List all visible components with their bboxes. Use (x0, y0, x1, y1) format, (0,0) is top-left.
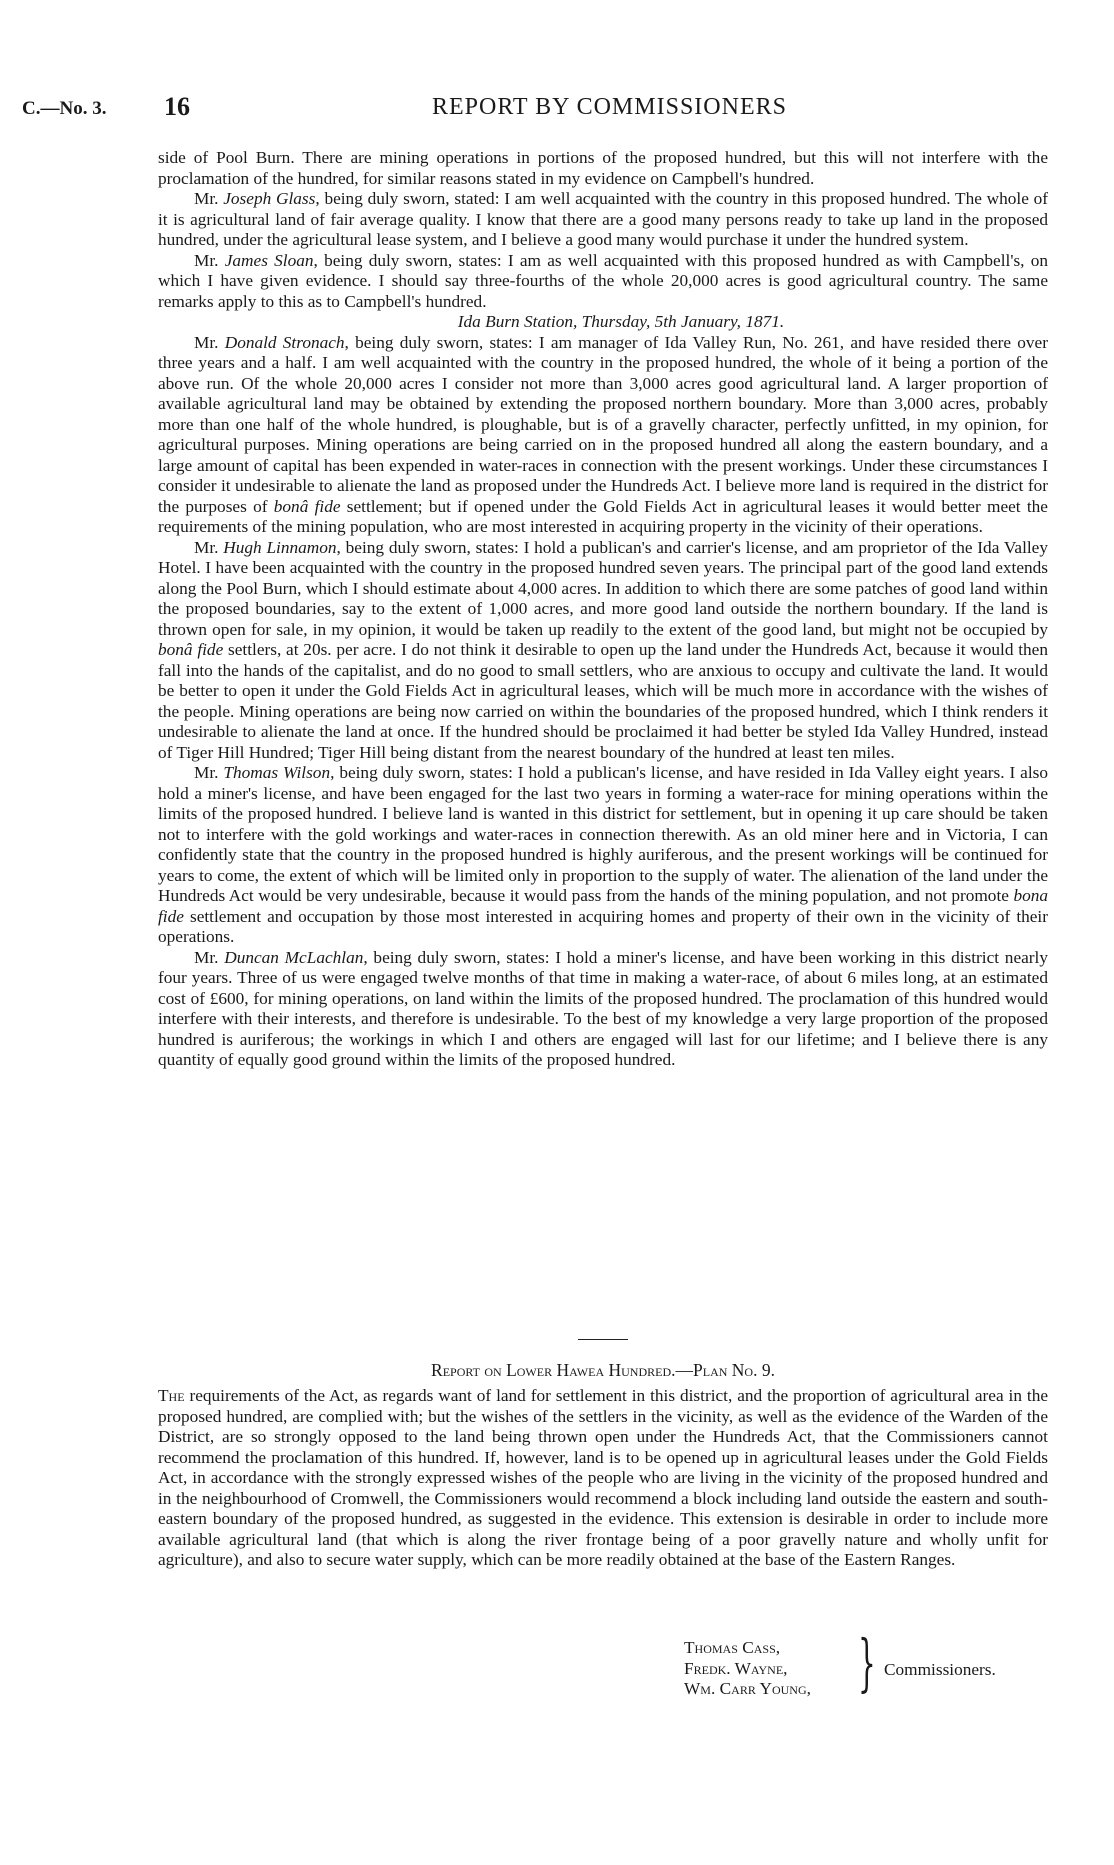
signatory-list (684, 1638, 811, 1700)
dateline: Ida Burn Station, Thursday, 5th January, 1871. (457, 312, 785, 331)
evidence-section (158, 148, 1048, 1071)
evidence-paragraph: Mr. James Sloan, being duly sworn, states: I am as well acquainted with this proposed hundred as with Campbell's, on which I have given evidence. I should say three-fourths of the whole 20,000 acres is good agricultural country. The same remarks apply to this as to Campbell's hundred. (158, 250, 1049, 311)
signatory-name: Thomas Cass, (684, 1638, 781, 1657)
signature-block (684, 1626, 996, 1700)
witness-name: Donald Stronach (224, 332, 345, 352)
evidence-paragraph: side of Pool Burn. There are mining operations in portions of the proposed hundred, but this will not interfere with the proclamation of the hundred, for similar reasons stated in my evidence on Campbell's hundred. (158, 148, 1048, 188)
page-number: 16 (164, 92, 190, 121)
witness-name: Hugh Linnamon (223, 537, 337, 557)
document-code: C.—No. 3. (22, 98, 107, 119)
witness-name: Thomas Wilson (223, 763, 331, 782)
witness-name: Duncan McLachlan (224, 947, 364, 967)
running-title: REPORT BY COMMISSIONERS (432, 94, 787, 120)
evidence-paragraph: Mr. Duncan McLachlan, being duly sworn, states: I hold a miner's license, and have been working in this district nearly four years. Three of us were engaged twelve months of that time in making a water-race, of about 6 miles long, at an estimated cost of £600, for mining operations, on land within the limits of the proposed hundred. The proclamation of this hundred would interfere with their interests, and therefore is undesirable. To the best of my knowledge a very large proportion of the proposed hundred is auriferous; the workings in which I and others are engaged will last for our lifetime; and I believe there is any quantity of equally good ground within the limits of the proposed hundred. (158, 947, 1048, 1069)
brace-icon: } (858, 1626, 876, 1699)
report-paragraph: The requirements of the Act, as regards want of land for settlement in this district, and the proportion of agricultural area in the proposed hundred, are complied with; but the wishes of the settlers in the vicinity, as well as the evidence of the Warden of the District, are so strongly opposed to the land being thrown open under the Hundreds Act, that the Commissioners cannot recommend the proclamation of this hundred. If, however, land is to be opened up in agricultural leases under the Gold Fields Act, in accordance with the strongly expressed wishes of the people who are living in the vicinity of the proposed hundred and in the neighbourhood of Cromwell, the Commissioners would recommend a block including land outside the eastern and south-eastern boundary of the proposed hundred, as suggested in the evidence. This extension is desirable in order to include more available agricultural land (that which is along the river frontage being of a poor gravelly nature and wholly unfit for agriculture), and also to secure water supply, which can be more readily obtained at the base of the Eastern Ranges. (158, 1386, 1048, 1569)
signatory-role: Commissioners. (884, 1660, 996, 1679)
witness-name: James Sloan (224, 250, 314, 270)
evidence-paragraph: Mr. Thomas Wilson, being duly sworn, states: I hold a publican's license, and have resided in Ida Valley eight years. I also hold a miner's license, and have been engaged for the last two years in forming a water-race for mining operations within the limits of the proposed hundred. I believe land is wanted in this district for settlement, but in opening it up care should be taken not to interfere with the gold workings and water-races in connection therewith. As an old miner here and in Victoria, I can confidently state that the country in the proposed hundred is highly auriferous, and the present workings will be continued for years to come, the extent of which will be limited only in proportion to the supply of water. The alienation of the land under the Hundreds Act would be very undesirable, because it would pass from the hands of the mining population, and not promote bona fide settlement and occupation by those most interested in acquiring homes and property of their own in the vicinity of their operations. (158, 763, 1048, 946)
witness-name: Joseph Glass (223, 189, 316, 208)
page-header (22, 92, 1072, 126)
signatory-name: Fredk. Wayne, (684, 1658, 788, 1678)
evidence-paragraph: Mr. Hugh Linnamon, being duly sworn, states: I hold a publican's and carrier's license, and am proprietor of the Ida Valley Hotel. I have been acquainted with the country in the proposed hundred seven years. The principal part of the good land extends along the Pool Burn, which I should estimate about 4,000 acres. In addition to which there are some patches of good land within the proposed boundaries, say to the extent of 1,000 acres, and more good land outside the northern boundary. If the land is thrown open for sale, in my opinion, it would be taken up readily to the extent of the good land, but might not be occupied by bonâ fide settlers, at 20s. per acre. I do not think it desirable to open up the land under the Hundreds Act, because it would then fall into the hands of the capitalist, and do no good to small settlers, who are anxious to occupy and cultivate the land. It would be better to open it under the Gold Fields Act in agricultural leases, which will be much more in accordance with the wishes of the people. Mining operations are being now carried on within the boundaries of the proposed hundred, which I think renders it undesirable to alienate the land at once. If the hundred should be proclaimed it had better be styled Ida Valley Hundred, instead of Tiger Hill Hundred; Tiger Hill being distant from the nearest boundary of the hundred at least ten miles. (158, 537, 1048, 762)
signatory-name: Wm. Carr Young, (684, 1679, 811, 1698)
report-body (158, 1386, 1048, 1571)
evidence-paragraph: Mr. Donald Stronach, being duly sworn, states: I am manager of Ida Valley Run, No. 261, and have resided there over three years and a half. I am well acquainted with the country in the proposed hundred, the whole of it being a portion of the above run. Of the whole 20,000 acres I consider not more than 3,000 acres good agricultural land. A larger proportion of available agricultural land may be obtained by extending the proposed northern boundary. More than 3,000 acres, probably more than one half of the whole hundred, is ploughable, but is of a gravelly character, perfectly unfitted, in my opinion, for agricultural purposes. Mining operations are being carried on in the proposed hundred all along the eastern boundary, and a large amount of capital has been expended in water-races in connection with the present workings. Under these circumstances I consider it undesirable to alienate the land as proposed under the Hundreds Act. I believe more land is required in the district for the purposes of bonâ fide settlement; but if opened under the Gold Fields Act in agricultural leases it would better meet the requirements of the mining population, who are most interested in acquiring property in the vicinity of their operations. (158, 332, 1048, 536)
evidence-paragraph: Mr. Joseph Glass, being duly sworn, stated: I am well acquainted with the country in this proposed hundred. The whole of it is agricultural land of fair average quality. I know that there are a good many persons ready to take up land in the proposed hundred, under the agricultural lease system, and I believe a good many would purchase it under the hundred system. (158, 189, 1049, 249)
section-divider (578, 1339, 628, 1340)
report-heading: Report on Lower Hawea Hundred.—Plan No. 9. (431, 1360, 775, 1380)
